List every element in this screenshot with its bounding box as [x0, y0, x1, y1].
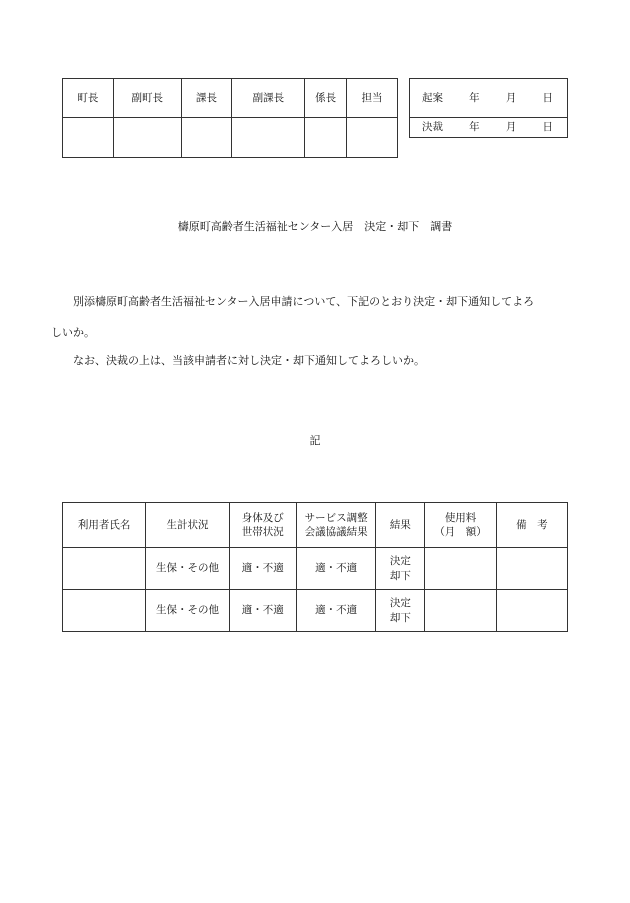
row-1-fee[interactable]: [425, 548, 496, 590]
header-remarks: 備 考: [496, 503, 567, 548]
approval-header-section-chief: 課長: [181, 79, 232, 118]
row-1-result-reject: 却下: [389, 569, 411, 582]
row-2-note[interactable]: [496, 590, 567, 632]
header-fee-line-1: 使用料: [444, 511, 477, 524]
stamp-cell-deputy-mayor[interactable]: [113, 118, 181, 158]
paragraph-1-line-2: しいか。: [51, 326, 95, 339]
row-2-name[interactable]: [63, 590, 146, 632]
row-2-result[interactable]: [376, 590, 425, 632]
approval-header-deputy-section-chief: 副課長: [232, 79, 305, 118]
row-2-fee[interactable]: [425, 590, 496, 632]
header-body-line-2: 世帯状況: [241, 526, 284, 538]
row-1-result[interactable]: [376, 548, 425, 590]
draft-year-label: 年: [469, 91, 480, 104]
header-livelihood: 生計状況: [146, 503, 229, 548]
stamp-cell-mayor[interactable]: [63, 118, 114, 158]
header-user-name: 利用者氏名: [63, 503, 146, 548]
paragraph-2: なお、決裁の上は、当該申請者に対し決定・却下通知してよろしいか。: [73, 354, 425, 367]
table-row: [63, 590, 568, 632]
decision-date-row: [410, 118, 568, 138]
stamp-cell-unit-chief[interactable]: [305, 118, 347, 158]
dates-table: [409, 78, 568, 138]
decision-date-cell[interactable]: [410, 118, 568, 138]
header-fee-line-2: （月 額）: [434, 526, 487, 538]
row-1-body[interactable]: 適・不適: [229, 548, 296, 590]
row-2-service[interactable]: 適・不適: [296, 590, 375, 632]
decision-day-label: 日: [542, 121, 553, 134]
header-body-line-1: 身体及び: [241, 511, 284, 524]
header-fee: [425, 503, 496, 548]
row-2-result-approve: 決定: [389, 597, 411, 610]
decision-month-label: 月: [505, 121, 517, 134]
row-2-result-reject: 却下: [389, 611, 411, 624]
approval-header-row: [63, 79, 398, 118]
approval-header-mayor: 町長: [63, 79, 114, 118]
header-body-household: [229, 503, 296, 548]
draft-day-label: 日: [542, 91, 553, 104]
document-title: 檮原町高齢者生活福祉センター入居 決定・却下 調書: [177, 220, 453, 233]
approval-header-deputy-mayor: 副町長: [113, 79, 181, 118]
approval-header-unit-chief: 係長: [305, 79, 347, 118]
paragraph-1-line-1: 別添檮原町高齢者生活福祉センター入居申請について、下記のとおり決定・却下通知してよろ: [73, 295, 535, 308]
draft-label: 起案: [422, 91, 443, 104]
row-1-name[interactable]: [63, 548, 146, 590]
table-row: [63, 548, 568, 590]
paragraph-1: [51, 286, 582, 348]
decision-label: 決裁: [422, 121, 443, 134]
row-1-service[interactable]: 適・不適: [296, 548, 375, 590]
approval-header-staff: 担当: [347, 79, 398, 118]
draft-date-row: [410, 79, 568, 118]
row-1-note[interactable]: [496, 548, 567, 590]
header-service-meeting: [296, 503, 375, 548]
stamp-cell-section-chief[interactable]: [181, 118, 232, 158]
approval-stamp-table: [62, 78, 398, 158]
approval-stamp-row: [63, 118, 398, 158]
header-service-line-2: 会議協議結果: [304, 526, 368, 538]
row-2-livelihood[interactable]: 生保・その他: [146, 590, 229, 632]
decision-year-label: 年: [469, 121, 480, 134]
result-table: [62, 502, 568, 632]
draft-date-cell[interactable]: [410, 79, 568, 118]
header-service-line-1: サービス調整: [304, 511, 368, 524]
draft-month-label: 月: [505, 91, 517, 104]
result-header-row: [63, 503, 568, 548]
row-1-livelihood[interactable]: 生保・その他: [146, 548, 229, 590]
row-2-body[interactable]: 適・不適: [229, 590, 296, 632]
stamp-cell-deputy-section-chief[interactable]: [232, 118, 305, 158]
header-result: 結果: [376, 503, 425, 548]
row-1-result-approve: 決定: [389, 555, 411, 568]
ki-heading: 記: [309, 434, 321, 447]
stamp-cell-staff[interactable]: [347, 118, 398, 158]
